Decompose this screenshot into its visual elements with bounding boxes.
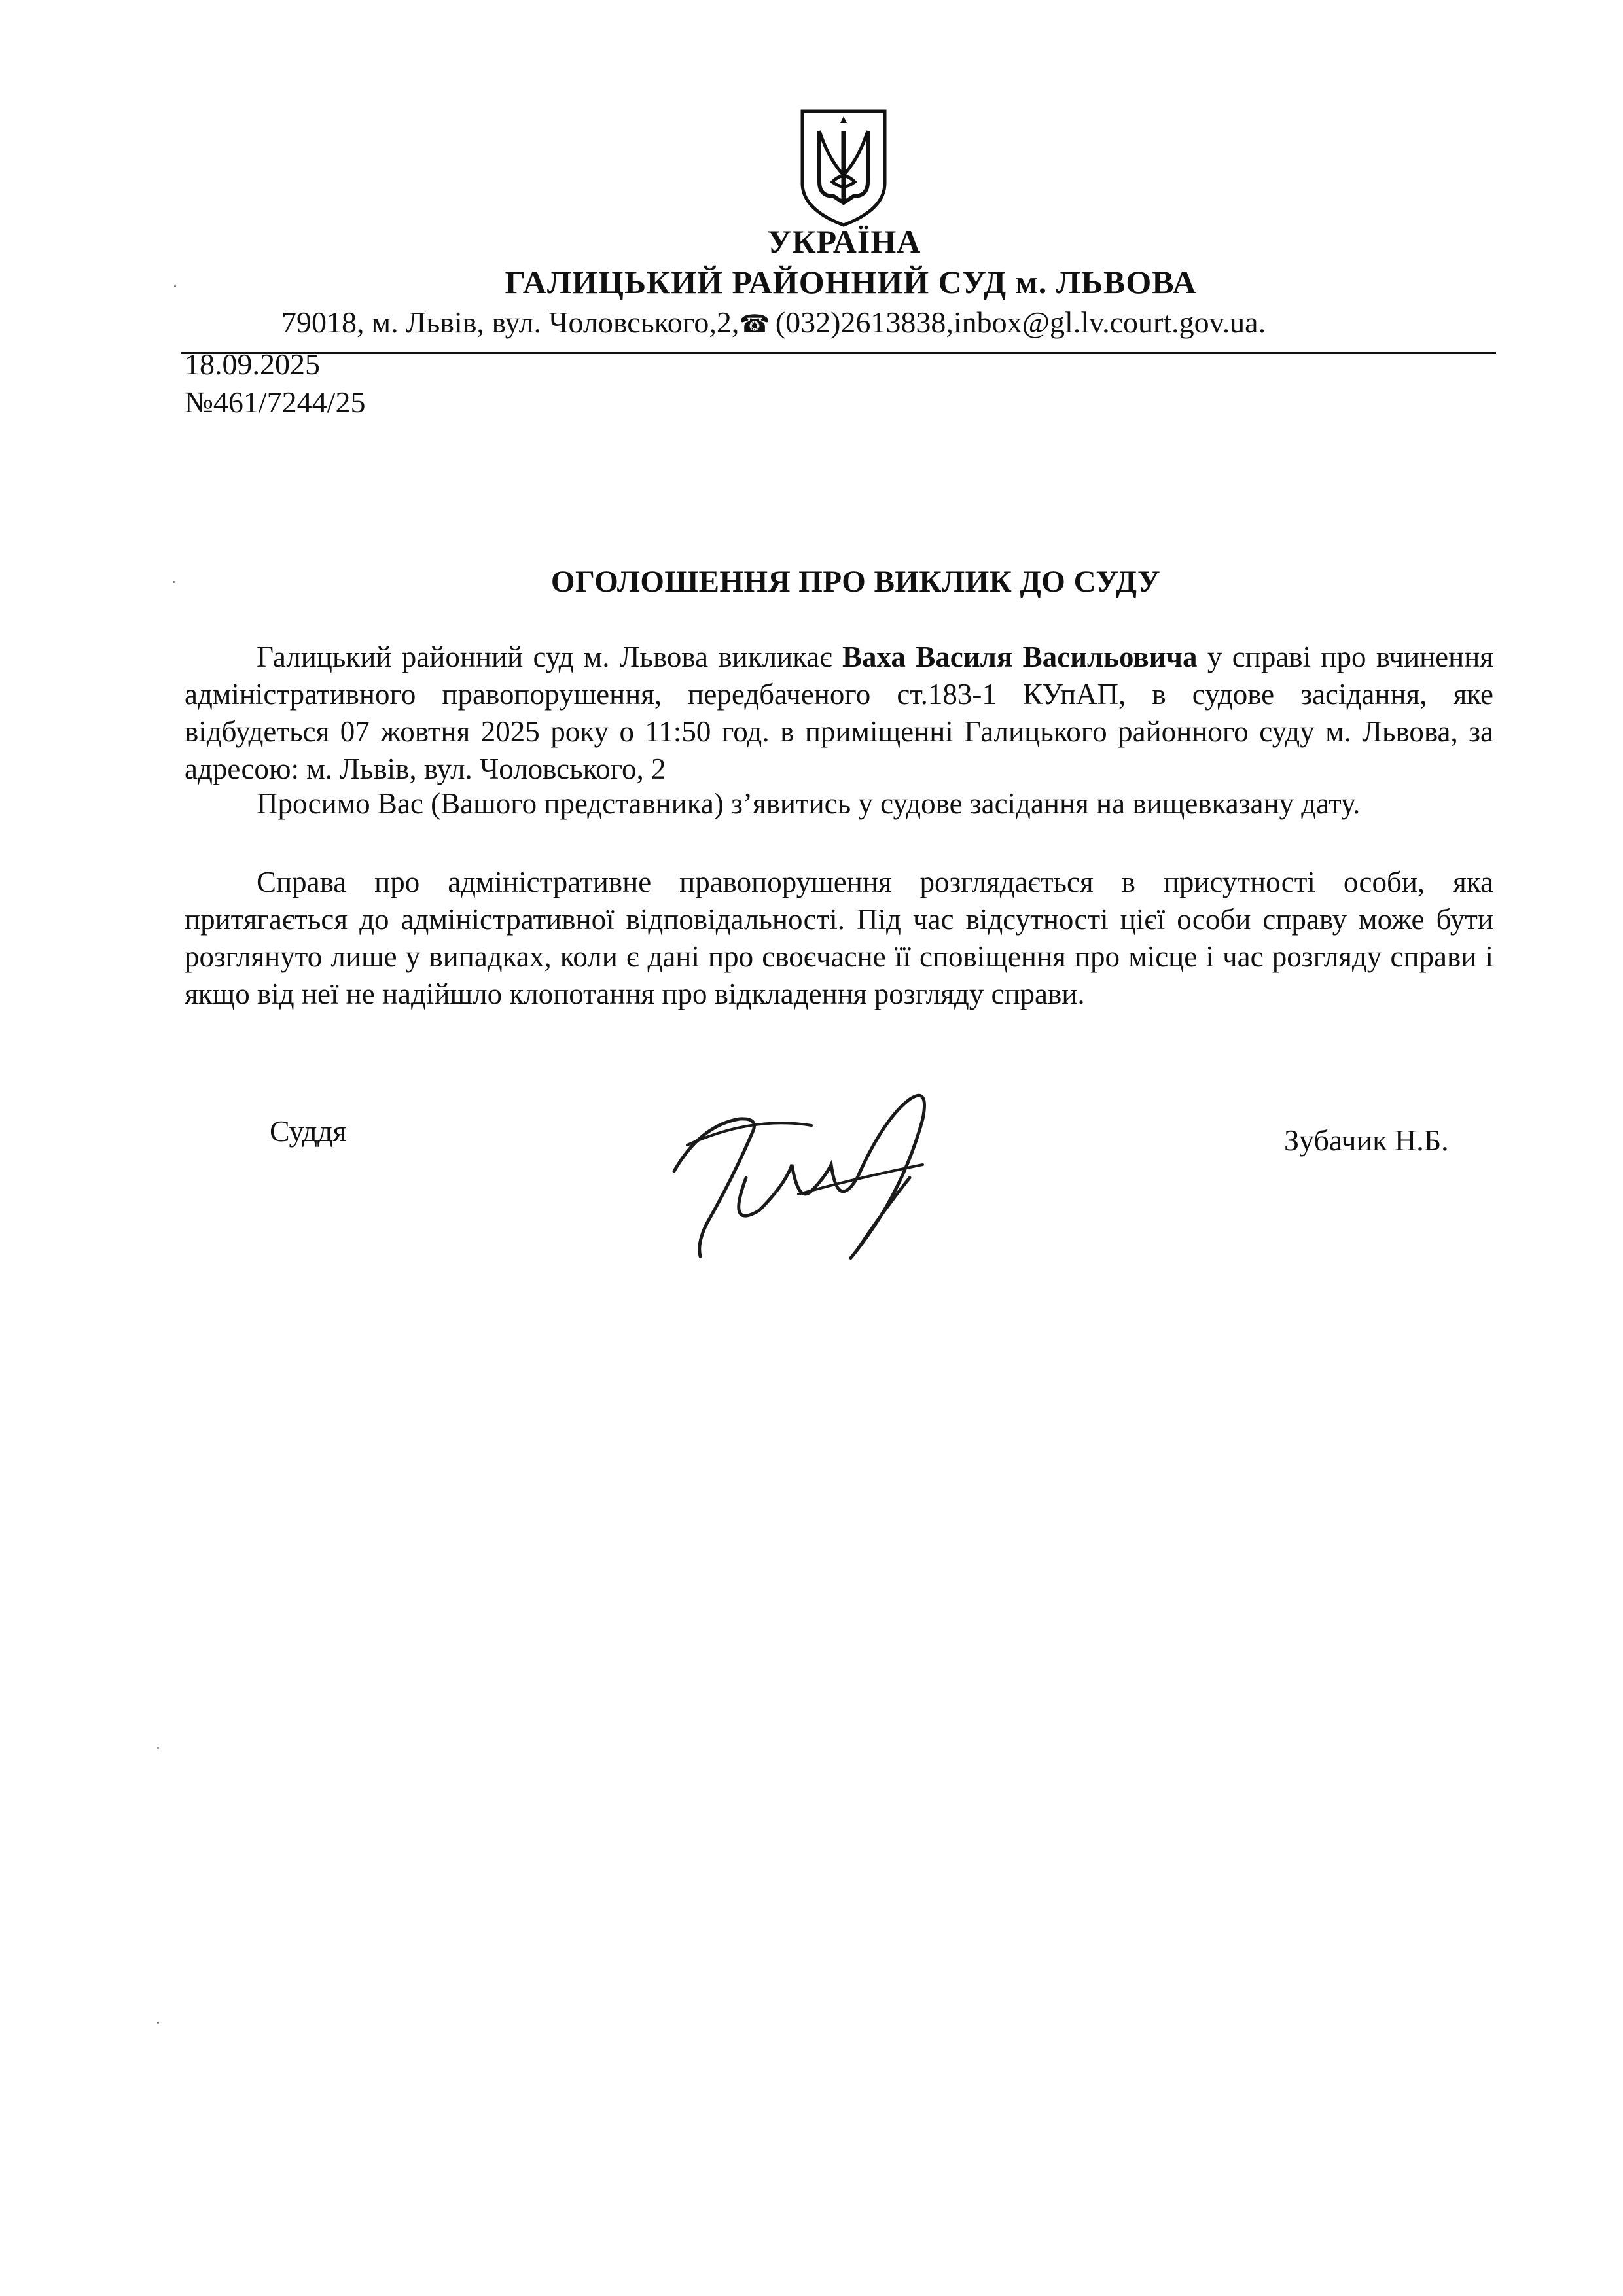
country-name: УКРАЇНА <box>767 223 921 260</box>
court-name: ГАЛИЦЬКИЙ РАЙОННИЙ СУД м. ЛЬВОВА <box>505 264 1197 300</box>
court-contacts: (032)2613838,inbox@gl.lv.court.gov.ua. <box>775 306 1266 339</box>
scan-speck <box>157 1747 159 1749</box>
trident-coat-of-arms-icon <box>794 105 893 229</box>
header-divider <box>181 352 1496 354</box>
court-address: 79018, м. Львів, вул. Чоловського,2, <box>281 306 740 339</box>
document-date: 18.09.2025 <box>185 347 320 381</box>
summons-paragraph <box>185 639 1493 788</box>
document-title: ОГОЛОШЕННЯ ПРО ВИКЛИК ДО СУДУ <box>550 565 1161 599</box>
court-address-line <box>281 305 1266 340</box>
judge-name: Зубачик Н.Б. <box>1284 1123 1449 1157</box>
summons-text-details: у справі про вчинення адміністративного правопорушення, передбаченого ст.183-1 КУпАП, в судове засідання, яке відбудеться 07 жовтня 2025 року о 11:50 год. в приміщенні Галицького районного суду м. Львова, за адресою: м. Львів, вул. Чоловського, 2 <box>185 641 1494 785</box>
handwritten-signature <box>661 1080 975 1276</box>
summoned-person-name: Ваха Василя Васильовича <box>842 641 1198 673</box>
telephone-icon: ☎ <box>739 311 770 338</box>
document-number: №461/7244/25 <box>185 385 366 419</box>
procedure-paragraph: Справа про адміністративне правопорушення розглядається в присутності особи, яка притягається до адміністративної відповідальності. Під час відсутності цієї особи справу може бути розглянуто лише у випадках, коли є дані про своєчасне її сповіщення про місце і час розгляду справи і якщо від неї не надійшло клопотання про відкладення розгляду справи. <box>185 866 1493 1010</box>
scan-speck <box>157 2022 159 2024</box>
summons-text-intro: Галицький районний суд м. Львова викликає <box>257 641 842 673</box>
appearance-request-paragraph: Просимо Вас (Вашого представника) з’явитись у судове засідання на вищевказану дату. <box>257 787 1361 820</box>
judge-label: Суддя <box>270 1114 347 1148</box>
